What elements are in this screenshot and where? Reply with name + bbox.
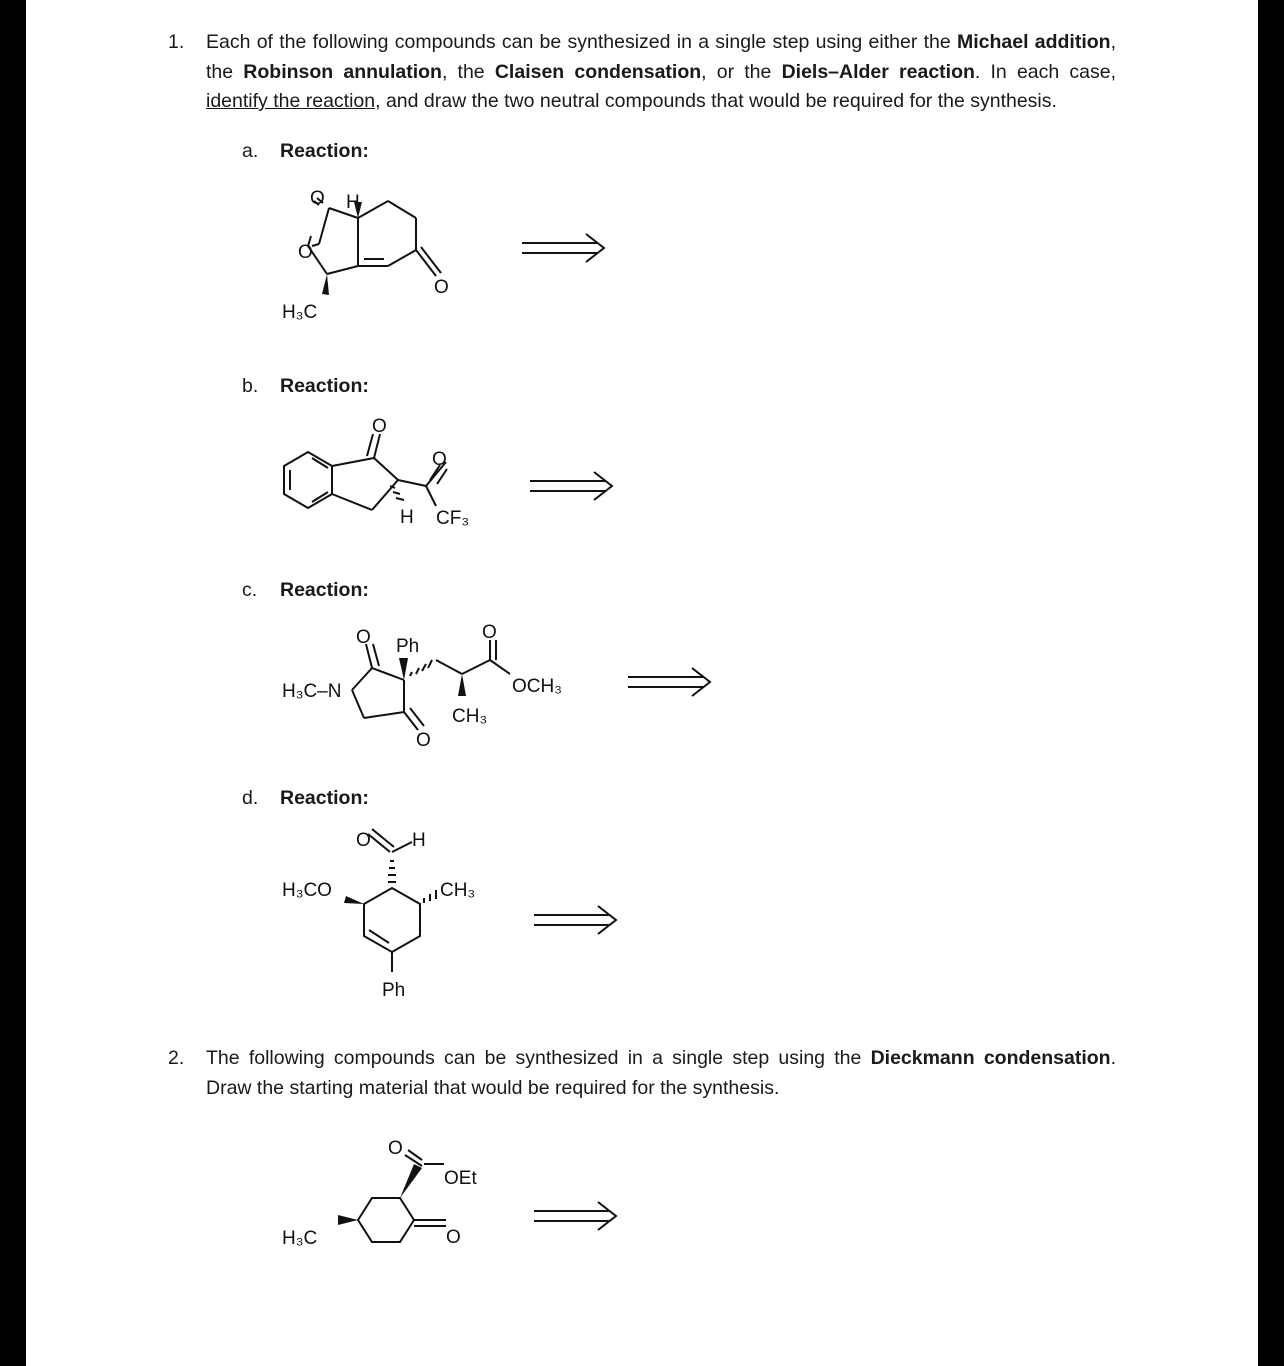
ch3-label: CH₃ bbox=[440, 880, 476, 901]
o-ketone-label: O bbox=[434, 277, 449, 298]
h-label: H bbox=[400, 507, 414, 528]
question-number: 2. bbox=[168, 1047, 185, 1069]
o-carbonyl-label: O bbox=[310, 188, 325, 209]
reaction-label: Reaction: bbox=[280, 375, 369, 397]
o-ring-label: O bbox=[298, 242, 313, 263]
question-text: Each of the following compounds can be synthesized in a single step using either the Michael addition, the Robinson annulation, the Claisen condensation, or the Diels–Alder reaction. In each case, identify the reaction, and draw the two neutral compounds that would be required for the synthesis. bbox=[206, 31, 1117, 112]
o-ester-label: O bbox=[482, 622, 497, 643]
part-letter: a. bbox=[242, 140, 259, 162]
retrosynthesis-arrow-icon bbox=[532, 1200, 622, 1234]
question-number: 1. bbox=[168, 31, 185, 53]
part-letter: d. bbox=[242, 787, 259, 809]
retrosynthesis-arrow-icon bbox=[520, 232, 610, 266]
question-text: The following compounds can be synthesized in a single step using the Dieckmann condensation. Draw the starting material that would be required for the synthesis. bbox=[206, 1047, 1117, 1099]
retrosynthesis-arrow-icon bbox=[626, 666, 716, 700]
reaction-label: Reaction: bbox=[280, 140, 369, 162]
retrosynthesis-arrow-icon bbox=[528, 470, 618, 504]
h-label: H bbox=[412, 830, 426, 851]
och3-label: OCH₃ bbox=[512, 676, 562, 697]
document-page bbox=[26, 0, 1258, 1366]
reaction-label: Reaction: bbox=[280, 787, 369, 809]
h-label: H bbox=[346, 192, 360, 213]
reaction-label: Reaction: bbox=[280, 579, 369, 601]
ch3-label: CH₃ bbox=[452, 706, 488, 727]
o-acyl-label: O bbox=[432, 449, 447, 470]
methyl-label: H₃C bbox=[282, 302, 318, 323]
part-letter: b. bbox=[242, 375, 259, 397]
cf3-label: CF₃ bbox=[436, 508, 470, 529]
o-ketone-label: O bbox=[446, 1227, 461, 1248]
retrosynthesis-arrow-icon bbox=[532, 904, 622, 938]
part-letter: c. bbox=[242, 579, 258, 601]
och3-label: H₃CO bbox=[282, 880, 332, 901]
o-ester-label: O bbox=[388, 1138, 403, 1159]
ph-label: Ph bbox=[382, 980, 406, 1001]
oet-label: OEt bbox=[444, 1168, 477, 1189]
n-methyl-label: H₃C–N bbox=[282, 681, 342, 702]
o-amide-label: O bbox=[356, 627, 371, 648]
methyl-label: H₃C bbox=[282, 1228, 318, 1249]
ph-label: Ph bbox=[396, 636, 420, 657]
o-ald-label: O bbox=[356, 830, 371, 851]
o-ketone-label: O bbox=[416, 730, 431, 751]
o-ketone-label: O bbox=[372, 416, 387, 437]
